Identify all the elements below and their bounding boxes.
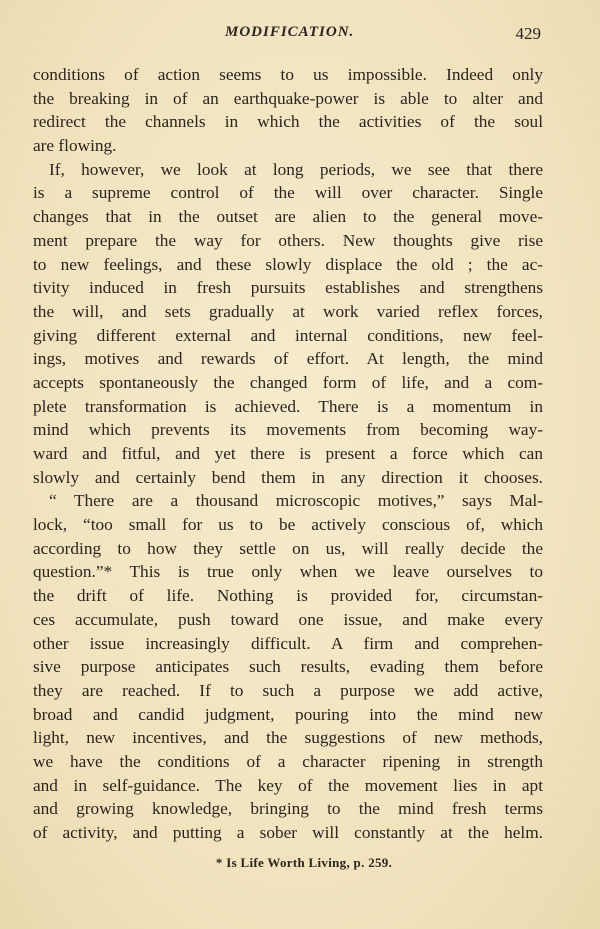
text-line: ment prepare the way for others. New thoughts give rise [33, 230, 543, 250]
text-line: sive purpose anticipates such results, evading them before [33, 657, 543, 677]
body-text [33, 63, 543, 845]
text-line: to new feelings, and these slowly displace the old ; the ac- [33, 254, 543, 274]
text-line: the will, and sets gradually at work varied reflex forces, [33, 301, 543, 321]
text-line: slowly and certainly bend them in any direction it chooses. [33, 467, 543, 487]
text-line: conditions of action seems to us impossible. Indeed only [33, 65, 543, 84]
text-line: and growing knowledge, bringing to the mind fresh terms [33, 799, 543, 819]
text-line: redirect the channels in which the activities of the soul [33, 112, 543, 132]
page-header [33, 24, 543, 48]
text-line: of activity, and putting a sober will constantly at the helm. [33, 823, 543, 842]
text-line: changes that in the outset are alien to the general move- [33, 207, 543, 227]
text-line: lock, “too small for us to be actively conscious of, which [33, 515, 543, 535]
text-line: they are reached. If to such a purpose we add active, [33, 680, 543, 700]
text-line: are flowing. [33, 136, 117, 156]
text-line: tivity induced in fresh pursuits establishes and strengthens [33, 278, 543, 298]
text-line: plete transformation is achieved. There is a momentum in [33, 396, 543, 416]
text-line: according to how they settle on us, will really decide the [33, 538, 543, 558]
text-line: light, new incentives, and the suggestions of new methods, [33, 728, 543, 748]
text-line: question.”* This is true only when we leave ourselves to [33, 562, 543, 582]
text-line: If, however, we look at long periods, we see that there [49, 159, 543, 179]
text-line: ings, motives and rewards of effort. At length, the mind [33, 349, 543, 369]
text-line: giving different external and internal conditions, new feel- [33, 325, 543, 345]
text-line: we have the conditions of a character ripening in strength [33, 751, 543, 771]
running-title: MODIFICATION. [225, 24, 355, 40]
text-line: mind which prevents its movements from becoming way- [33, 420, 543, 440]
text-line: accepts spontaneously the changed form of life, and a com- [33, 372, 543, 392]
text-line: and in self-guidance. The key of the movement lies in apt [33, 775, 543, 795]
text-line: ward and fitful, and yet there is present a force which can [33, 444, 543, 463]
footnote: * Is Life Worth Living, p. 259. [215, 855, 393, 870]
text-line: broad and candid judgment, pouring into the mind new [33, 704, 543, 724]
page-number: 429 [515, 24, 541, 43]
text-line: the breaking in of an earthquake-power is able to alter and [33, 88, 543, 108]
text-line: “ There are a thousand microscopic motives,” says Mal- [49, 491, 543, 511]
text-line: other issue increasingly difficult. A firm and comprehen- [33, 633, 543, 653]
text-line: is a supreme control of the will over character. Single [33, 183, 543, 203]
text-line: ces accumulate, push toward one issue, and make every [33, 609, 543, 629]
text-line: the drift of life. Nothing is provided for, circumstan- [33, 586, 543, 606]
